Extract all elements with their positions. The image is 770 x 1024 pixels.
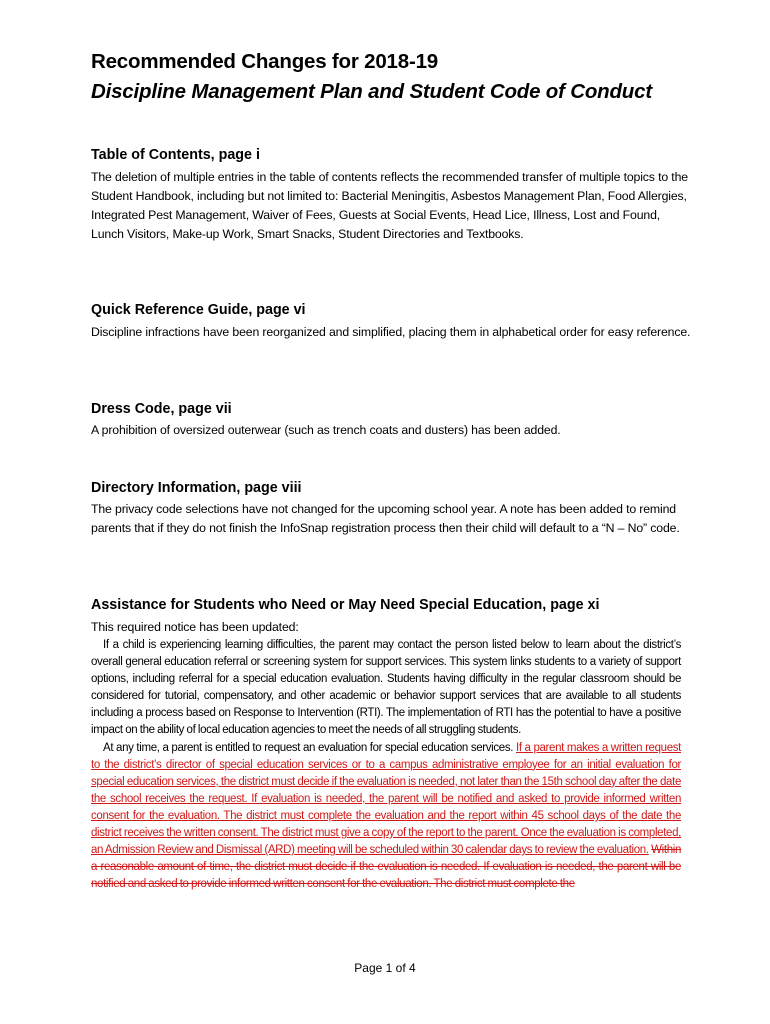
section-heading-directory-information: Directory Information, page viii [91,480,302,496]
inserted-revision-text: If a parent makes a written request to the district’s director of special education services or to a campus administrative employee for an initial evaluation for special education services, the district must decide if the evaluation is needed, not later than the 15th school day after the date the school receives the request. If evaluation is needed, the parent will be notified and asked to provide informed written consent for the evaluation. The district must complete the evaluation and the report within 45 school days of the date the district receives the written consent. The district must give a copy of the report to the parent. Once the evaluation is completed, an Admission Review and Dismissal (ARD) meeting will be scheduled within 30 calendar days to review the evaluation. [91,741,681,857]
document-subtitle: Discipline Management Plan and Student Code of Conduct [91,80,652,103]
section-body-dress-code: A prohibition of oversized outerwear (such as trench coats and dusters) has been added. [91,423,561,437]
page-number-footer: Page 1 of 4 [354,961,416,975]
section-heading-table-of-contents: Table of Contents, page i [91,147,260,163]
section-body-table-of-contents: The deletion of multiple entries in the table of contents reflects the recommended transfer of multiple topics to the Student Handbook, including but not limited to: Bacterial Meningitis, Asbestos Management Plan, Food Allergies, Integrated Pest Management, Waiver of Fees, Guests at Social Events, Head Lice, Illness, Lost and Found, Lunch Visitors, Make-up Work, Smart Snacks, Student Directories and Textbooks. [91,170,688,241]
special-education-notice [91,637,681,893]
document-title: Recommended Changes for 2018-19 [91,50,438,73]
section-body-directory-information: The privacy code selections have not changed for the upcoming school year. A note has been added to remind parents that if they do not finish the InfoSnap registration process then their child will default to a “N – No” code. [91,502,680,535]
section-heading-special-education: Assistance for Students who Need or May Need Special Education, page xi [91,597,600,613]
notice-paragraph-2 [91,740,681,894]
deleted-revision-text: Within a reasonable amount of time, the district must decide if the evaluation is needed. If evaluation is needed, the parent will be notified and asked to provide informed written consent for the evaluation. The district must complete the [91,844,681,891]
section-body-special-education: This required notice has been updated: [91,620,299,634]
notice-paragraph-2-text: At any time, a parent is entitled to request an evaluation for special education services. [103,741,516,754]
section-heading-dress-code: Dress Code, page vii [91,401,232,417]
section-body-quick-reference: Discipline infractions have been reorganized and simplified, placing them in alphabetical order for easy reference. [91,325,691,339]
section-heading-quick-reference: Quick Reference Guide, page vi [91,302,306,318]
notice-paragraph-1: If a child is experiencing learning difficulties, the parent may contact the person listed below to learn about the district’s overall general education referral or screening system for support services. This system links students to a variety of support options, including referral for a special education evaluation. Students having difficulty in the regular classroom should be considered for tutorial, compensatory, and other academic or behavior support services that are available to all students including a process based on Response to Intervention (RTI). The implementation of RTI has the potential to have a positive impact on the ability of local education agencies to meet the needs of all struggling students. [91,639,681,737]
